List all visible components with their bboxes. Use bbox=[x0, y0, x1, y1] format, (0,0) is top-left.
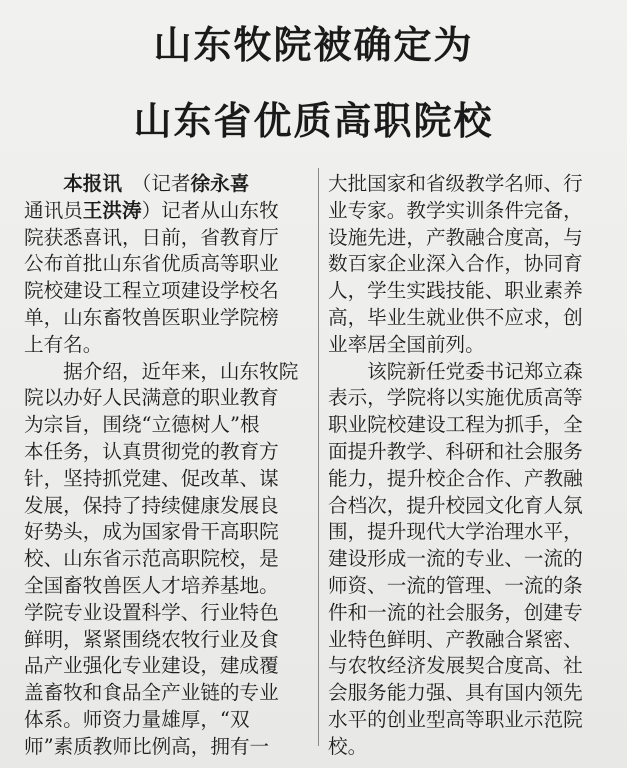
article-line: 公布首批山东省优质高等职业 bbox=[24, 252, 279, 276]
article-line: 业专家。教学实训条件完备， bbox=[328, 198, 583, 222]
left-body-text bbox=[24, 225, 310, 761]
article-line: 职业院校建设工程为抓手，全 bbox=[328, 413, 583, 437]
article-line: 师”素质教师比例高，拥有一 bbox=[24, 734, 270, 758]
headline-line-1: 山东牧院被确定为 bbox=[153, 23, 474, 67]
article-line: 院校建设工程立项建设学校名 bbox=[24, 279, 279, 303]
article-line: 件和一流的社会服务，创建专 bbox=[328, 600, 583, 624]
article-line: 合档次，提升校园文化育人氛 bbox=[328, 493, 583, 517]
article-line: 校、山东省示范高职院校，是 bbox=[24, 547, 279, 571]
article-line: 院获悉喜讯，日前，省教育厅 bbox=[24, 225, 279, 249]
article-line: 该院新任党委书记郑立森 bbox=[328, 359, 583, 383]
article-line: 盖畜牧和食品全产业链的专业 bbox=[24, 681, 279, 705]
column-divider bbox=[318, 168, 319, 746]
article-line: 与农牧经济发展契合度高、社 bbox=[328, 654, 583, 678]
article-line: 鲜明，紧紧围绕农牧行业及食 bbox=[24, 627, 279, 651]
article-line: 单，山东畜牧兽医职业学院榜 bbox=[24, 305, 279, 329]
article-line: 水平的创业型高等职业示范院 bbox=[328, 707, 583, 731]
article-column-right bbox=[328, 171, 606, 761]
article-column-left bbox=[24, 171, 310, 761]
reporter-prefix: （记者 bbox=[141, 172, 191, 195]
article-line: 院以办好人民满意的职业教育 bbox=[24, 386, 279, 410]
article-line: 师资、一流的管理、一流的条 bbox=[328, 573, 583, 597]
article-line: 设施先进，产教融合度高，与 bbox=[328, 225, 583, 249]
article-line: 发展，保持了持续健康发展良 bbox=[24, 493, 279, 517]
article-line: 人，学生实践技能、职业素养 bbox=[328, 279, 583, 303]
article-line: 体系。师资力量雄厚，“双 bbox=[24, 707, 250, 731]
article-line: 本任务，认真贯彻党的教育方 bbox=[24, 439, 279, 463]
article-line: 能力，提升校企合作、产教融 bbox=[328, 466, 583, 490]
article-line: 会服务能力强、具有国内领先 bbox=[328, 681, 583, 705]
article-line: 为宗旨，围绕“立德树人”根 bbox=[24, 413, 260, 437]
article-line: 上有名。 bbox=[24, 332, 103, 356]
lead-line bbox=[24, 171, 310, 198]
article-line: 校。 bbox=[328, 734, 368, 758]
article-line: 好势头，成为国家骨干高职院 bbox=[24, 520, 279, 544]
article-line: 全国畜牧兽医人才培养基地。 bbox=[24, 573, 279, 597]
lead-rest: ）记者从山东牧 bbox=[141, 198, 279, 222]
correspondent-prefix: 通讯员 bbox=[24, 198, 83, 222]
headline-line-2: 山东省优质高职院校 bbox=[133, 99, 494, 143]
article-line: 建设形成一流的专业、一流的 bbox=[328, 547, 583, 571]
dateline-tag: 本报讯 bbox=[63, 172, 122, 195]
article-line: 业特色鲜明、产教融合紧密、 bbox=[328, 627, 583, 651]
article-line: 学院专业设置科学、行业特色 bbox=[24, 600, 279, 624]
lead-line-2 bbox=[24, 198, 310, 225]
article-line: 面提升教学、科研和社会服务 bbox=[328, 439, 583, 463]
right-body-text bbox=[328, 171, 606, 761]
article-line: 数百家企业深入合作，协同育 bbox=[328, 252, 583, 276]
article-line: 品产业强化专业建设，建成覆 bbox=[24, 654, 279, 678]
reporter-name: 徐永喜 bbox=[190, 172, 250, 195]
article-line: 据介绍，近年来，山东牧院 bbox=[24, 359, 299, 383]
correspondent-name: 王洪涛 bbox=[82, 198, 142, 222]
article-line: 大批国家和省级教学名师、行 bbox=[328, 172, 583, 195]
article-line: 围，提升现代大学治理水平， bbox=[328, 520, 583, 544]
article-line: 业率居全国前列。 bbox=[328, 332, 485, 356]
article-line: 高，毕业生就业供不应求，创 bbox=[328, 305, 583, 329]
article-line: 针，坚持抓党建、促改革、谋 bbox=[24, 466, 279, 490]
article-line: 表示，学院将以实施优质高等 bbox=[328, 386, 583, 410]
